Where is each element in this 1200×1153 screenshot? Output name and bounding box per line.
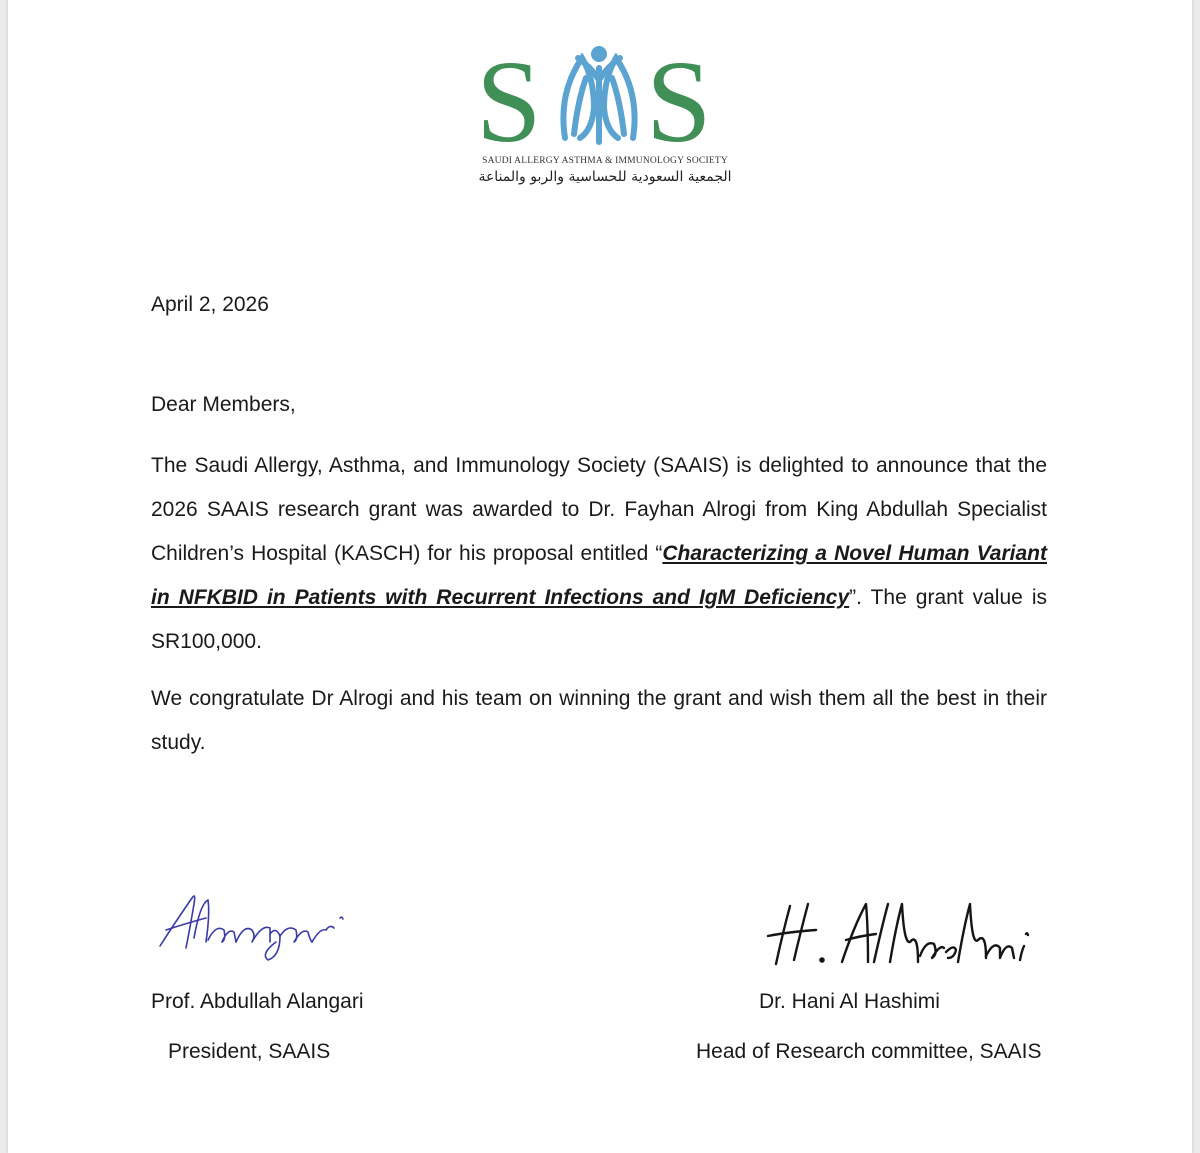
signature-alhashmi-drawing bbox=[764, 896, 1034, 976]
letter-greeting: Dear Members, bbox=[151, 393, 296, 416]
logo-english-name: SAUDI ALLERGY ASTHMA & IMMUNOLOGY SOCIETY bbox=[482, 156, 728, 166]
svg-text:S: S bbox=[476, 38, 542, 156]
signature-alangari bbox=[152, 884, 362, 969]
signature-alangari-drawing bbox=[152, 884, 362, 964]
announcement-text-before: The Saudi Allergy, Asthma, and Immunology Society (SAAIS) is delighted to announce that the 2026 SAAIS research grant was awarded to Dr. Fayhan Alrogi from King Abdullah Specialist Children’s Hospital (KASCH) for his proposal entitled “ bbox=[151, 454, 1047, 565]
letter-page bbox=[8, 0, 1192, 1153]
letter-date: April 2, 2026 bbox=[151, 293, 269, 316]
signatory-name-alhashimi: Dr. Hani Al Hashimi bbox=[759, 990, 940, 1013]
signatory-role-alangari: President, SAAIS bbox=[168, 1040, 331, 1063]
signature-alhashmi bbox=[764, 896, 1034, 981]
signatory-name-alangari: Prof. Abdullah Alangari bbox=[151, 990, 364, 1013]
announcement-paragraph bbox=[151, 444, 1047, 664]
saais-logo bbox=[470, 38, 740, 198]
proposal-title: Characterizing a Novel Human Variant in NFKBID in Patients with Recurrent Infections and IgM Deficiency bbox=[151, 542, 1047, 609]
logo-arabic-name: الجمعية السعودية للحساسية والربو والمناعة bbox=[478, 169, 732, 185]
signatory-role-alhashimi: Head of Research committee, SAAIS bbox=[696, 1040, 1042, 1063]
svg-text:S: S bbox=[646, 38, 712, 156]
announcement-text-after: ”. The grant value is SR100,000. bbox=[151, 586, 1047, 653]
saais-logo-mark bbox=[470, 38, 740, 156]
congratulations-paragraph: We congratulate Dr Alrogi and his team on winning the grant and wish them all the best in their study. bbox=[151, 687, 1047, 754]
